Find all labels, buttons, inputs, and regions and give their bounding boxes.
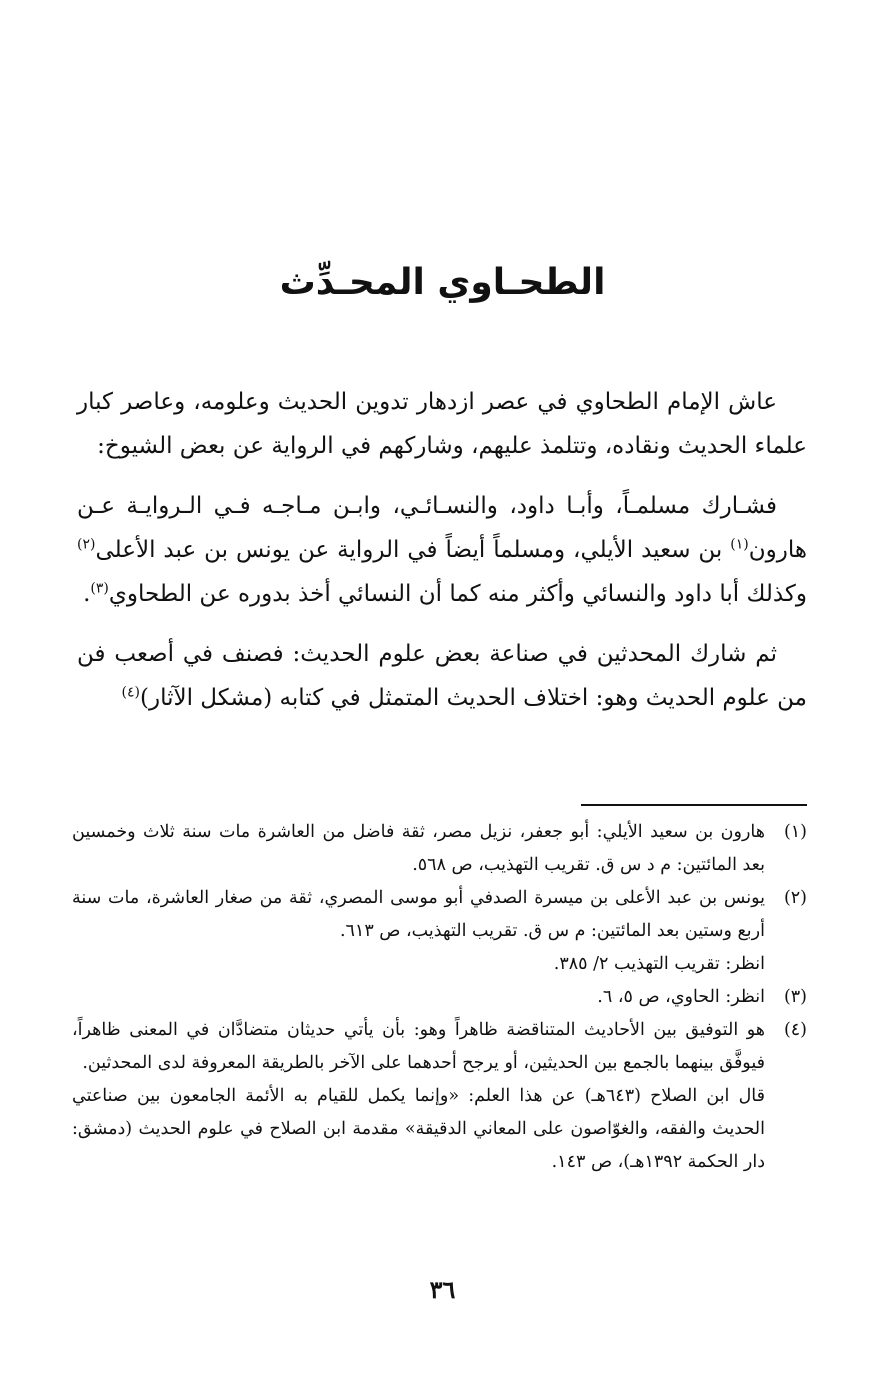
chapter-title: الطحـاوي المحـدِّث [279, 262, 606, 303]
paragraph-1: عاش الإمام الطحاوي في عصر ازدهار تدوين الحديث وعلومه، وعاصر كبار علماء الحديث ونقاده، وتتلمذ عليهم، وشاركهم في الرواية عن بعض الشيوخ: [77, 389, 807, 459]
footnote-3 [72, 981, 807, 1014]
footnote-text: هو التوفيق بين الأحاديث المتناقضة ظاهراً وهو: بأن يأتي حديثان متضادَّان في المعنى ظاهراً، فيوفَّق بينهما بالجمع بين الحديثين، أو يرجح أحدهما على الآخر بالطريقة المعروفة لدى المحدثين. [72, 1020, 765, 1073]
footnote-text: قال ابن الصلاح (٦٤٣هـ) عن هذا العلم: «وإنما يكمل للقيام به الأئمة الجامعون بين صناعتي الحديث والفقه، والغوّاصون على المعاني الدقيقة» مقدمة ابن الصلاح في علوم الحديث (دمشق: دار الحكمة ١٣٩٢هـ)، ص ١٤٣. [72, 1086, 765, 1172]
footnote-separator [581, 804, 807, 806]
paragraph-2 [77, 484, 807, 616]
footnote-marker-4[interactable]: (٤) [121, 684, 140, 701]
footnote-number: (٤) [783, 1020, 807, 1040]
footnote-body [72, 981, 765, 1014]
paragraph-2-part-d: . [83, 581, 91, 607]
footnote-number: (١) [783, 822, 807, 842]
footnote-1 [72, 816, 807, 882]
main-text [77, 380, 807, 736]
footnotes [72, 816, 807, 1179]
footnote-text: هارون بن سعيد الأيلي: أبو جعفر، نزيل مصر، ثقة فاضل من العاشرة مات سنة ثلاث وخمسين بعد المائتين: م د س ق. تقريب التهذيب، ص ٥٦٨. [72, 822, 765, 875]
footnote-text: يونس بن عبد الأعلى بن ميسرة الصدفي أبو موسى المصري، ثقة من صغار العاشرة، مات سنة أربع وستين بعد المائتين: م س ق. تقريب التهذيب، ص ٦١٣. [72, 888, 765, 941]
footnote-body [72, 816, 765, 882]
footnote-4 [72, 1014, 807, 1179]
footnote-2 [72, 882, 807, 981]
footnote-body [72, 882, 765, 981]
footnote-text: انظر: الحاوي، ص ٥، ٦. [597, 987, 765, 1007]
paragraph-2-part-b: بن سعيد الأيلي، ومسلماً أيضاً في الرواية عن يونس بن عبد الأعلى [95, 537, 731, 563]
page-number: ٣٦ [429, 1275, 456, 1304]
footnote-body [72, 1014, 765, 1179]
paragraph-2-part-c: وكذلك أبا داود والنسائي وأكثر منه كما أن النسائي أخذ بدوره عن الطحاوي [108, 581, 807, 607]
footnote-marker-3[interactable]: (٣) [90, 580, 109, 597]
footnote-number: (٢) [783, 888, 807, 908]
paragraph-2-part-a: فشـارك مسلمـاً، وأبـا داود، والنسـائـي، وابـن مـاجـه فـي الـروايـة عـن هارون [77, 493, 807, 563]
footnote-text: انظر: تقريب التهذيب ٢/ ٣٨٥. [553, 954, 765, 974]
footnote-number: (٣) [783, 987, 807, 1007]
paragraph-3 [77, 632, 807, 720]
paragraph-3-part-a: ثم شارك المحدثين في صناعة بعض علوم الحديث: فصنف في أصعب فن من علوم الحديث وهو: اختلاف الحديث المتمثل في كتابه (مشكل الآثار) [77, 641, 807, 711]
footnote-marker-2[interactable]: (٢) [77, 536, 96, 553]
footnote-marker-1[interactable]: (١) [730, 536, 749, 553]
